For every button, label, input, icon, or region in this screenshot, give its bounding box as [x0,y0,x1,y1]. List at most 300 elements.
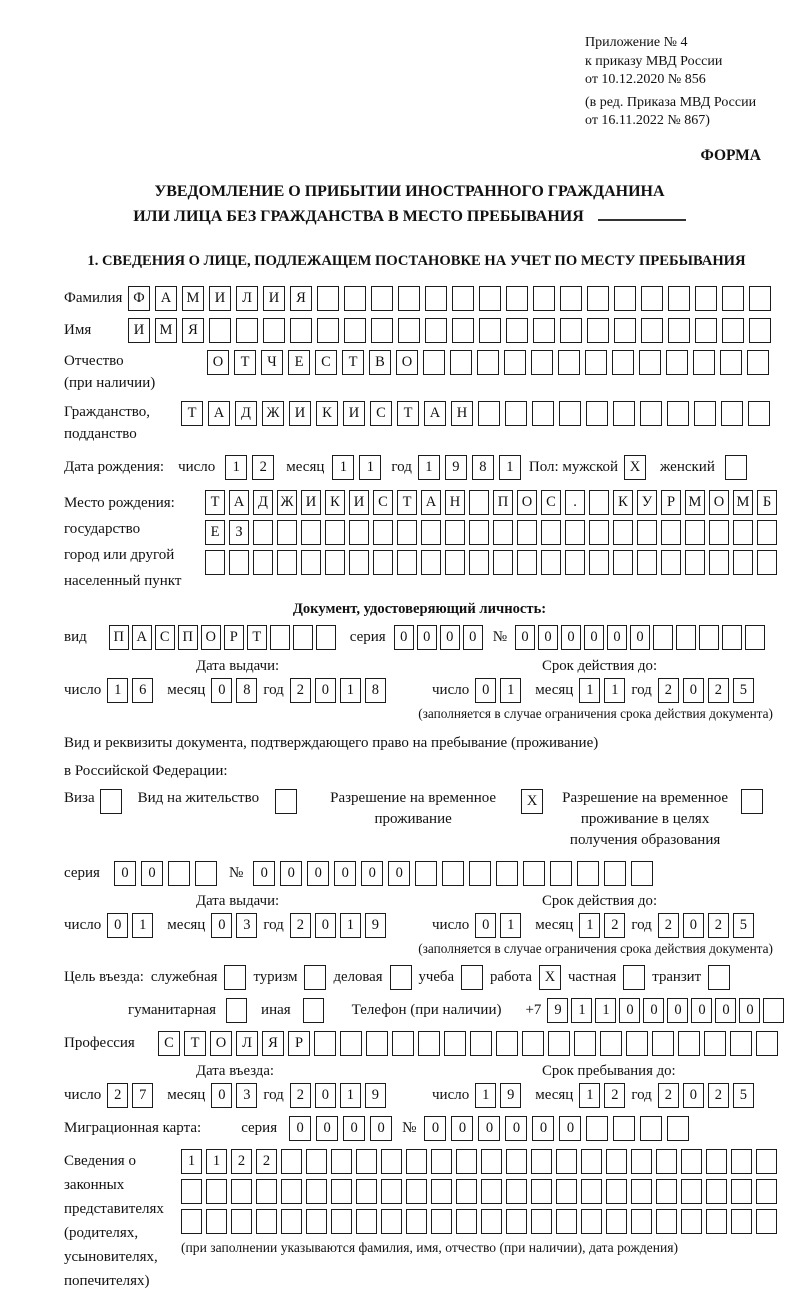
char-cell[interactable]: 0 [343,1116,365,1141]
char-cell[interactable] [356,1209,377,1234]
char-cell[interactable]: У [637,490,657,515]
birthplace-row2-boxes[interactable] [205,520,777,545]
char-cell[interactable] [666,350,688,375]
char-cell[interactable]: Я [182,318,204,343]
char-cell[interactable] [589,490,609,515]
char-cell[interactable] [533,286,555,311]
char-cell[interactable] [704,1031,726,1056]
stay-year-boxes[interactable] [658,1083,754,1108]
checkbox-cell[interactable] [461,965,483,990]
identity-issue-day-boxes[interactable] [107,678,153,703]
char-cell[interactable] [587,318,609,343]
char-cell[interactable]: Т [181,401,203,426]
char-cell[interactable]: И [349,490,369,515]
char-cell[interactable] [349,520,369,545]
char-cell[interactable] [356,1149,377,1174]
char-cell[interactable]: М [182,286,204,311]
char-cell[interactable] [731,1179,752,1204]
char-cell[interactable] [709,550,729,575]
char-cell[interactable]: К [613,490,633,515]
char-cell[interactable]: 1 [225,455,247,480]
char-cell[interactable]: Л [236,1031,258,1056]
birth-day-boxes[interactable] [225,455,274,480]
char-cell[interactable] [560,286,582,311]
char-cell[interactable] [681,1209,702,1234]
char-cell[interactable] [560,318,582,343]
char-cell[interactable]: С [315,350,337,375]
residence-issue-day-boxes[interactable] [107,913,153,938]
char-cell[interactable]: О [517,490,537,515]
char-cell[interactable] [731,1209,752,1234]
char-cell[interactable] [168,861,190,886]
char-cell[interactable] [306,1179,327,1204]
char-cell[interactable] [371,318,393,343]
char-cell[interactable]: С [373,490,393,515]
char-cell[interactable] [371,286,393,311]
char-cell[interactable] [586,401,608,426]
representatives-row3-boxes[interactable] [181,1209,777,1234]
char-cell[interactable]: 1 [359,455,381,480]
char-cell[interactable] [531,1209,552,1234]
char-cell[interactable] [661,550,681,575]
char-cell[interactable]: Т [342,350,364,375]
char-cell[interactable]: 1 [579,1083,600,1108]
char-cell[interactable] [344,318,366,343]
char-cell[interactable] [709,520,729,545]
char-cell[interactable]: О [709,490,729,515]
char-cell[interactable]: К [325,490,345,515]
char-cell[interactable]: 1 [500,678,521,703]
char-cell[interactable] [749,318,771,343]
firstname-boxes[interactable] [128,318,771,343]
char-cell[interactable]: 2 [604,1083,625,1108]
char-cell[interactable]: 0 [532,1116,554,1141]
checkbox-cell[interactable] [303,998,324,1023]
char-cell[interactable]: А [155,286,177,311]
char-cell[interactable] [349,550,369,575]
char-cell[interactable]: 3 [236,1083,257,1108]
char-cell[interactable] [331,1179,352,1204]
char-cell[interactable] [306,1209,327,1234]
char-cell[interactable] [606,1179,627,1204]
char-cell[interactable] [469,861,491,886]
char-cell[interactable] [517,550,537,575]
checkbox-cell[interactable] [623,965,645,990]
char-cell[interactable]: И [289,401,311,426]
char-cell[interactable] [748,401,770,426]
residence-issue-year-boxes[interactable] [290,913,386,938]
char-cell[interactable] [470,1031,492,1056]
char-cell[interactable] [681,1149,702,1174]
char-cell[interactable] [720,350,742,375]
purpose-other-checkbox[interactable] [303,998,324,1023]
char-cell[interactable] [493,520,513,545]
stay-day-boxes[interactable] [475,1083,521,1108]
char-cell[interactable]: 0 [316,1116,338,1141]
char-cell[interactable] [699,625,719,650]
char-cell[interactable] [745,625,765,650]
char-cell[interactable]: Т [184,1031,206,1056]
char-cell[interactable] [612,350,634,375]
sex-female-checkbox[interactable] [725,455,747,480]
char-cell[interactable] [706,1179,727,1204]
char-cell[interactable]: 9 [547,998,568,1023]
char-cell[interactable] [481,1149,502,1174]
char-cell[interactable]: 0 [475,913,496,938]
checkbox-cell[interactable] [100,789,122,814]
char-cell[interactable] [678,1031,700,1056]
char-cell[interactable]: Р [224,625,244,650]
char-cell[interactable] [556,1209,577,1234]
char-cell[interactable]: И [263,286,285,311]
char-cell[interactable] [577,861,599,886]
char-cell[interactable]: 3 [236,913,257,938]
purpose-humanitarian-checkbox[interactable] [226,998,247,1023]
char-cell[interactable] [541,520,561,545]
char-cell[interactable] [604,861,626,886]
char-cell[interactable] [661,520,681,545]
char-cell[interactable] [637,520,657,545]
char-cell[interactable]: 5 [733,913,754,938]
char-cell[interactable] [431,1209,452,1234]
char-cell[interactable]: 0 [424,1116,446,1141]
char-cell[interactable] [392,1031,414,1056]
char-cell[interactable] [581,1149,602,1174]
char-cell[interactable]: А [421,490,441,515]
char-cell[interactable]: 0 [584,625,604,650]
char-cell[interactable]: 1 [340,678,361,703]
char-cell[interactable]: 9 [445,455,467,480]
char-cell[interactable]: А [229,490,249,515]
char-cell[interactable] [613,1116,635,1141]
char-cell[interactable]: Ж [262,401,284,426]
char-cell[interactable] [373,520,393,545]
char-cell[interactable]: 0 [440,625,460,650]
char-cell[interactable] [496,1031,518,1056]
patronymic-boxes[interactable] [207,350,769,375]
purpose-official-checkbox[interactable] [224,965,246,990]
char-cell[interactable] [317,286,339,311]
char-cell[interactable] [496,861,518,886]
char-cell[interactable]: М [685,490,705,515]
char-cell[interactable] [731,1149,752,1174]
char-cell[interactable] [281,1209,302,1234]
char-cell[interactable] [425,318,447,343]
doc-series-boxes[interactable] [394,625,483,650]
char-cell[interactable]: А [208,401,230,426]
char-cell[interactable] [281,1149,302,1174]
char-cell[interactable]: 1 [579,913,600,938]
checkbox-cell[interactable] [725,455,747,480]
char-cell[interactable]: 1 [475,1083,496,1108]
char-cell[interactable]: 1 [340,1083,361,1108]
char-cell[interactable] [685,520,705,545]
char-cell[interactable] [721,401,743,426]
char-cell[interactable]: 2 [256,1149,277,1174]
char-cell[interactable] [256,1179,277,1204]
char-cell[interactable]: И [343,401,365,426]
char-cell[interactable]: 0 [715,998,736,1023]
char-cell[interactable] [479,286,501,311]
residence-series-boxes[interactable] [114,861,217,886]
char-cell[interactable]: 0 [370,1116,392,1141]
char-cell[interactable]: 2 [252,455,274,480]
char-cell[interactable] [730,1031,752,1056]
char-cell[interactable]: З [229,520,249,545]
char-cell[interactable]: Т [205,490,225,515]
char-cell[interactable] [450,350,472,375]
char-cell[interactable]: О [201,625,221,650]
char-cell[interactable] [398,318,420,343]
char-cell[interactable]: 0 [451,1116,473,1141]
char-cell[interactable] [565,550,585,575]
char-cell[interactable]: . [565,490,585,515]
checkbox-cell[interactable] [226,998,247,1023]
char-cell[interactable]: 1 [340,913,361,938]
char-cell[interactable]: 1 [332,455,354,480]
identity-expiry-year-boxes[interactable] [658,678,754,703]
char-cell[interactable]: А [424,401,446,426]
char-cell[interactable]: 1 [579,678,600,703]
char-cell[interactable]: Н [445,490,465,515]
char-cell[interactable] [668,318,690,343]
char-cell[interactable] [444,1031,466,1056]
doc-number-boxes[interactable] [515,625,765,650]
char-cell[interactable] [418,1031,440,1056]
char-cell[interactable]: 9 [365,1083,386,1108]
char-cell[interactable] [614,286,636,311]
char-cell[interactable] [656,1209,677,1234]
migration-series-boxes[interactable] [289,1116,392,1141]
char-cell[interactable] [253,520,273,545]
char-cell[interactable] [456,1209,477,1234]
char-cell[interactable] [550,861,572,886]
char-cell[interactable] [637,550,657,575]
surname-boxes[interactable] [128,286,771,311]
char-cell[interactable]: 2 [604,913,625,938]
entry-month-boxes[interactable] [211,1083,257,1108]
char-cell[interactable]: Е [288,350,310,375]
char-cell[interactable] [181,1179,202,1204]
char-cell[interactable] [706,1209,727,1234]
char-cell[interactable] [281,1179,302,1204]
char-cell[interactable]: 2 [290,678,311,703]
char-cell[interactable]: 2 [658,1083,679,1108]
char-cell[interactable] [344,286,366,311]
char-cell[interactable]: 0 [683,913,704,938]
char-cell[interactable]: 0 [388,861,410,886]
char-cell[interactable] [306,1149,327,1174]
char-cell[interactable] [325,520,345,545]
birth-month-boxes[interactable] [332,455,381,480]
char-cell[interactable]: 0 [667,998,688,1023]
char-cell[interactable]: 0 [515,625,535,650]
char-cell[interactable] [668,286,690,311]
char-cell[interactable] [585,350,607,375]
checkbox-cell[interactable] [304,965,326,990]
char-cell[interactable]: 0 [607,625,627,650]
char-cell[interactable] [600,1031,622,1056]
birth-year-boxes[interactable] [418,455,521,480]
char-cell[interactable] [293,625,313,650]
char-cell[interactable]: 0 [561,625,581,650]
char-cell[interactable] [613,550,633,575]
char-cell[interactable]: Т [234,350,256,375]
visa-checkbox[interactable] [100,789,122,814]
char-cell[interactable]: 0 [211,913,232,938]
char-cell[interactable] [756,1031,778,1056]
char-cell[interactable]: 0 [559,1116,581,1141]
char-cell[interactable]: 2 [290,913,311,938]
char-cell[interactable]: Ч [261,350,283,375]
char-cell[interactable] [531,1149,552,1174]
char-cell[interactable] [481,1209,502,1234]
char-cell[interactable] [445,550,465,575]
char-cell[interactable] [614,318,636,343]
char-cell[interactable] [469,550,489,575]
char-cell[interactable] [506,1149,527,1174]
checkbox-cell[interactable]: X [624,455,646,480]
char-cell[interactable] [366,1031,388,1056]
char-cell[interactable]: Р [661,490,681,515]
char-cell[interactable]: Я [262,1031,284,1056]
checkbox-cell[interactable] [741,789,763,814]
char-cell[interactable] [681,1179,702,1204]
char-cell[interactable]: 2 [658,678,679,703]
char-cell[interactable]: М [155,318,177,343]
char-cell[interactable] [442,861,464,886]
char-cell[interactable] [763,998,784,1023]
char-cell[interactable] [290,318,312,343]
char-cell[interactable]: 0 [211,1083,232,1108]
migration-number-boxes[interactable] [424,1116,689,1141]
char-cell[interactable] [559,401,581,426]
char-cell[interactable]: П [178,625,198,650]
char-cell[interactable] [506,286,528,311]
char-cell[interactable]: Т [247,625,267,650]
char-cell[interactable]: 0 [107,913,128,938]
char-cell[interactable] [469,490,489,515]
char-cell[interactable]: С [370,401,392,426]
char-cell[interactable]: 1 [571,998,592,1023]
char-cell[interactable] [639,350,661,375]
char-cell[interactable]: 0 [315,1083,336,1108]
char-cell[interactable]: 5 [733,1083,754,1108]
identity-expiry-month-boxes[interactable] [579,678,625,703]
char-cell[interactable] [406,1149,427,1174]
char-cell[interactable] [556,1179,577,1204]
char-cell[interactable] [456,1149,477,1174]
checkbox-cell[interactable]: X [521,789,543,814]
char-cell[interactable] [756,1179,777,1204]
char-cell[interactable]: 7 [132,1083,153,1108]
char-cell[interactable] [253,550,273,575]
char-cell[interactable] [667,1116,689,1141]
char-cell[interactable]: 1 [595,998,616,1023]
char-cell[interactable]: 6 [132,678,153,703]
char-cell[interactable]: 2 [658,913,679,938]
char-cell[interactable]: М [733,490,753,515]
char-cell[interactable]: 9 [500,1083,521,1108]
char-cell[interactable] [756,1149,777,1174]
checkbox-cell[interactable] [224,965,246,990]
char-cell[interactable] [340,1031,362,1056]
char-cell[interactable] [381,1209,402,1234]
char-cell[interactable] [504,350,526,375]
char-cell[interactable]: 0 [211,678,232,703]
char-cell[interactable] [517,520,537,545]
char-cell[interactable] [406,1179,427,1204]
char-cell[interactable] [581,1209,602,1234]
char-cell[interactable] [749,286,771,311]
char-cell[interactable]: 1 [604,678,625,703]
char-cell[interactable]: О [210,1031,232,1056]
char-cell[interactable] [205,550,225,575]
char-cell[interactable] [314,1031,336,1056]
char-cell[interactable] [431,1149,452,1174]
char-cell[interactable] [270,625,290,650]
char-cell[interactable] [694,401,716,426]
representatives-row2-boxes[interactable] [181,1179,777,1204]
identity-issue-year-boxes[interactable] [290,678,386,703]
char-cell[interactable] [613,520,633,545]
char-cell[interactable] [256,1209,277,1234]
char-cell[interactable]: 0 [280,861,302,886]
char-cell[interactable] [722,625,742,650]
char-cell[interactable] [452,286,474,311]
char-cell[interactable]: Р [288,1031,310,1056]
checkbox-cell[interactable] [275,789,297,814]
char-cell[interactable] [565,520,585,545]
char-cell[interactable]: Е [205,520,225,545]
char-cell[interactable]: 0 [315,678,336,703]
checkbox-cell[interactable]: X [539,965,561,990]
char-cell[interactable]: Н [451,401,473,426]
char-cell[interactable]: Ж [277,490,297,515]
char-cell[interactable]: П [493,490,513,515]
residence-expiry-day-boxes[interactable] [475,913,521,938]
purpose-private-checkbox[interactable] [623,965,645,990]
char-cell[interactable] [631,861,653,886]
birthplace-row3-boxes[interactable] [205,550,777,575]
char-cell[interactable] [641,286,663,311]
char-cell[interactable]: 2 [231,1149,252,1174]
char-cell[interactable]: И [209,286,231,311]
char-cell[interactable]: 1 [418,455,440,480]
char-cell[interactable]: 1 [206,1149,227,1174]
char-cell[interactable]: 0 [505,1116,527,1141]
checkbox-cell[interactable] [708,965,730,990]
char-cell[interactable] [722,318,744,343]
char-cell[interactable]: 0 [334,861,356,886]
char-cell[interactable]: С [541,490,561,515]
char-cell[interactable] [301,550,321,575]
char-cell[interactable] [640,1116,662,1141]
char-cell[interactable]: Ф [128,286,150,311]
char-cell[interactable] [676,625,696,650]
residence-issue-month-boxes[interactable] [211,913,257,938]
char-cell[interactable]: И [301,490,321,515]
profession-boxes[interactable] [158,1031,778,1056]
char-cell[interactable] [631,1209,652,1234]
char-cell[interactable] [531,350,553,375]
residence-permit-checkbox[interactable] [275,789,297,814]
char-cell[interactable]: 0 [417,625,437,650]
char-cell[interactable]: 0 [739,998,760,1023]
char-cell[interactable] [415,861,437,886]
char-cell[interactable]: 0 [643,998,664,1023]
char-cell[interactable]: 0 [630,625,650,650]
